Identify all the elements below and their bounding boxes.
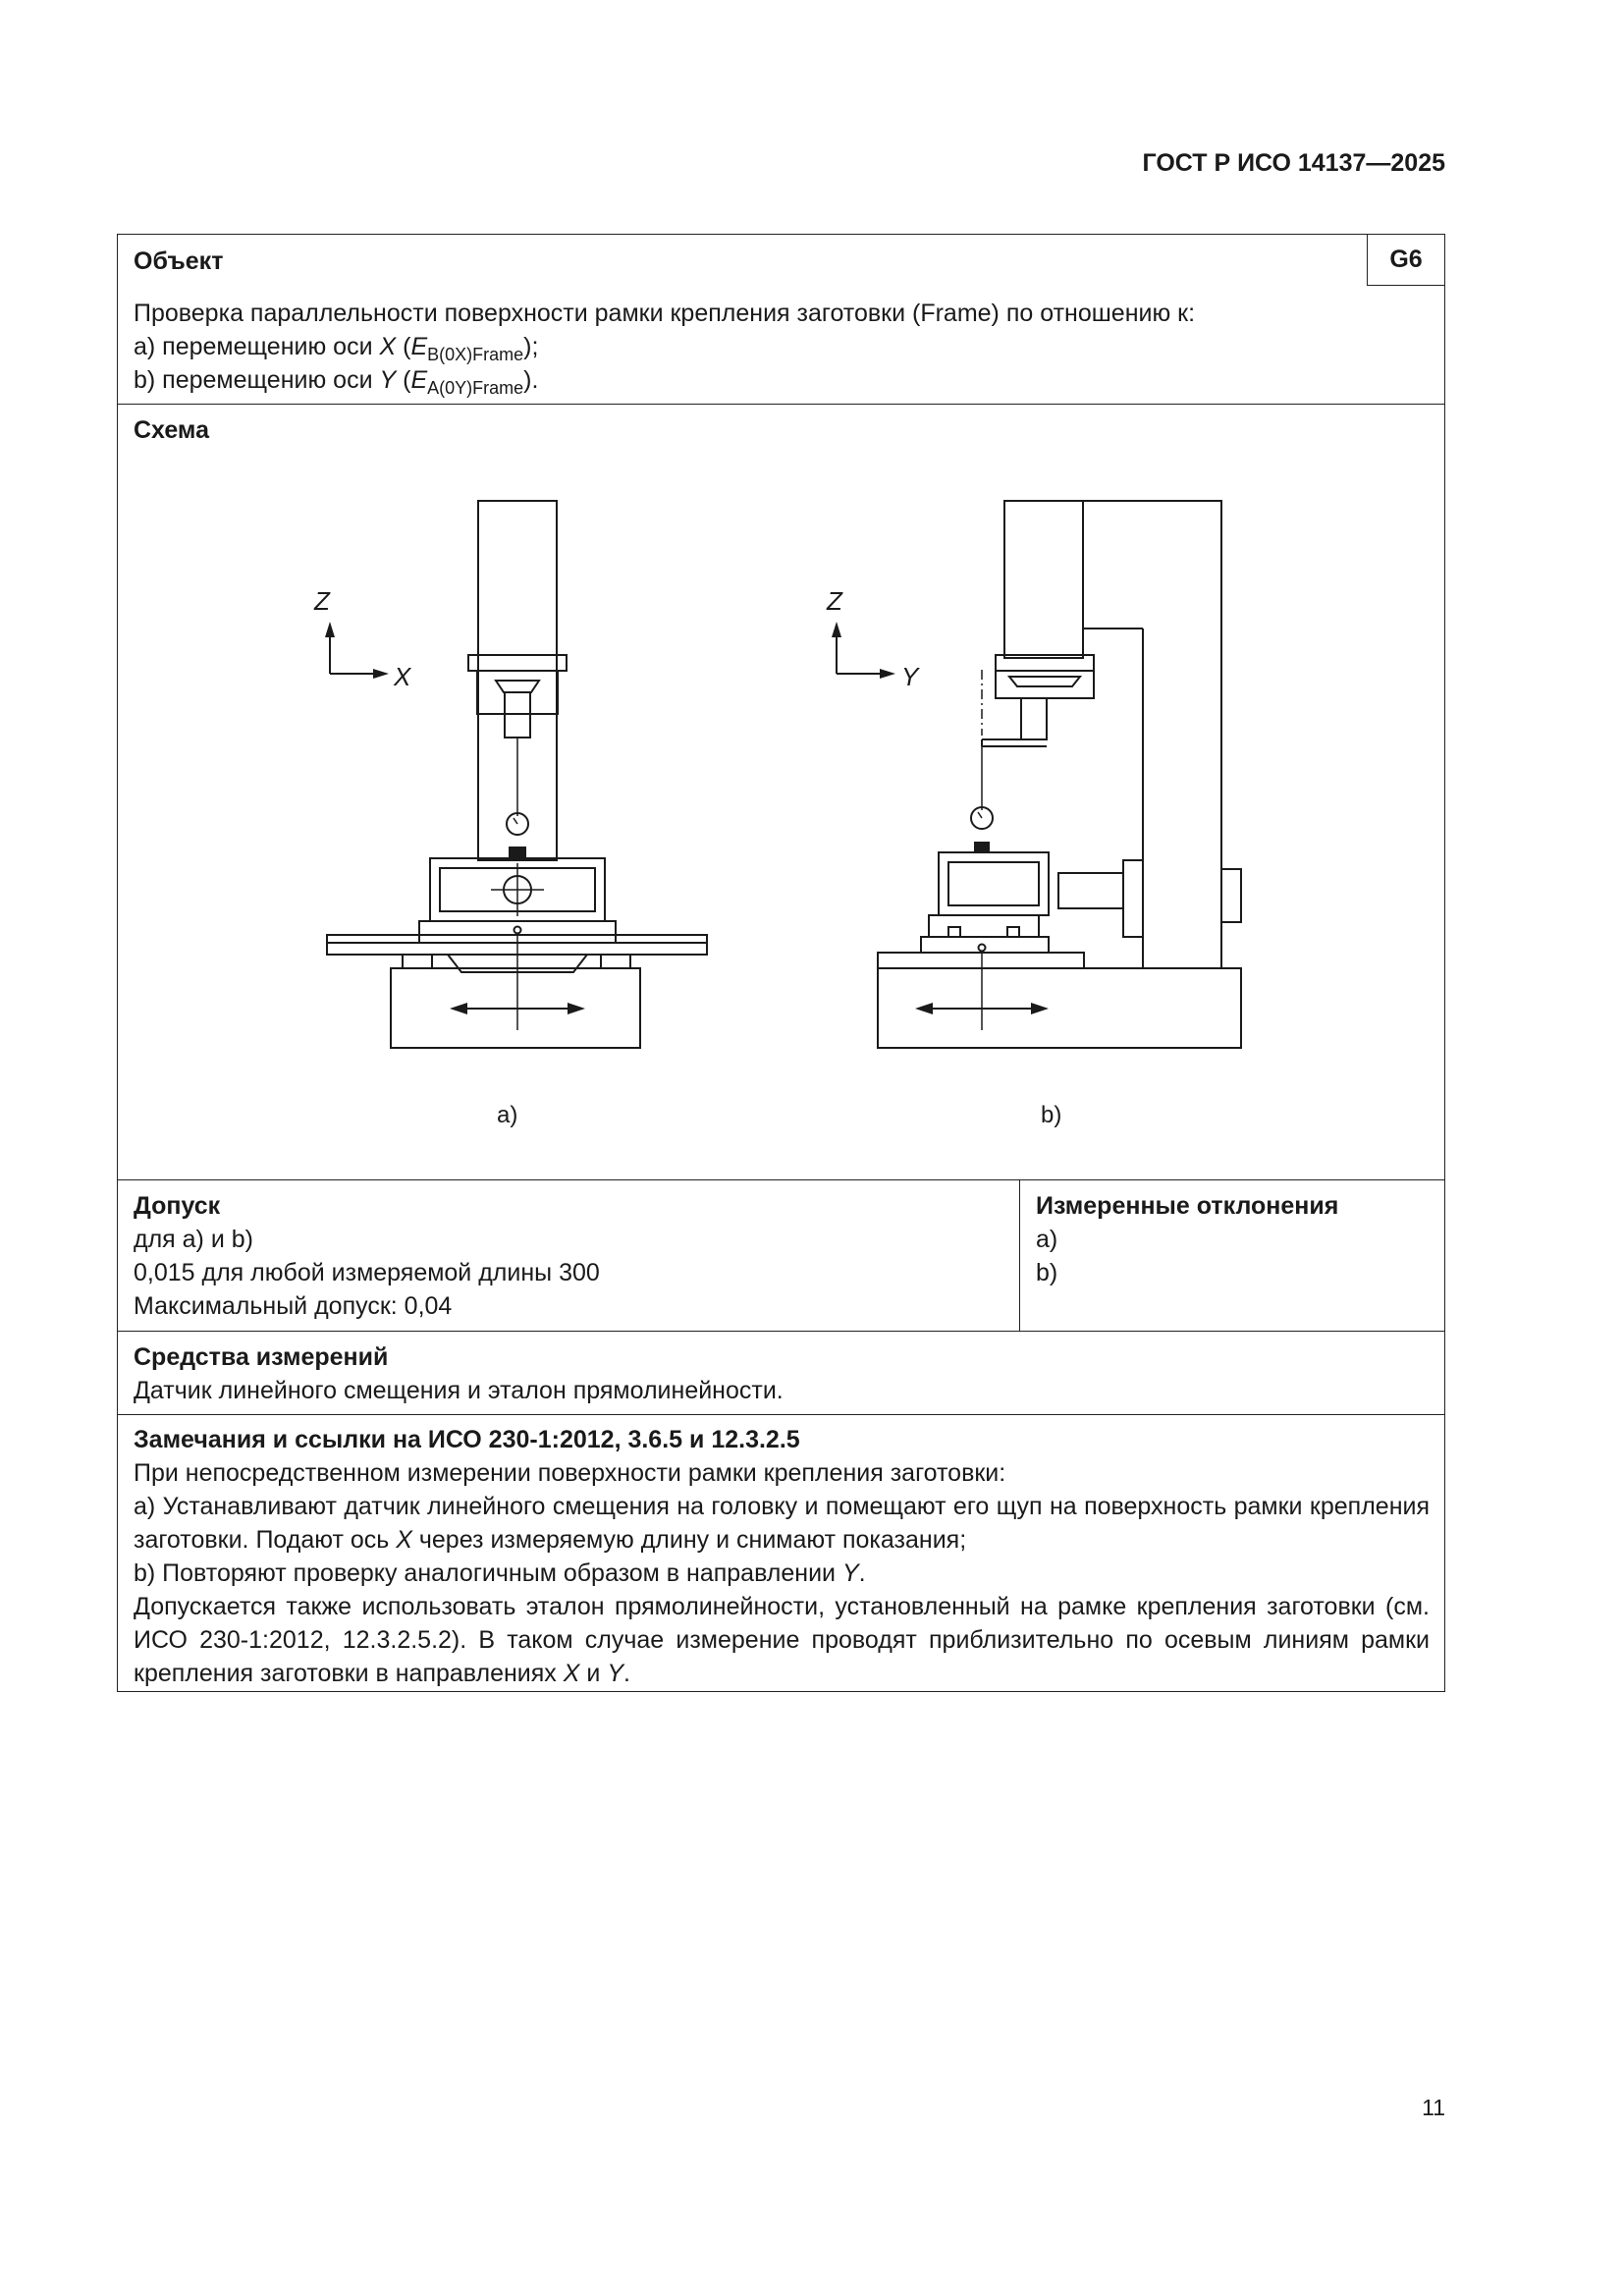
text: и [579, 1660, 608, 1687]
tolerance-line-3: Максимальный допуск: 0,04 [134, 1292, 453, 1320]
text: Допускается также использовать эталон прямолинейности, установленный на рамке крепления заготовки (см. ИСО 230-1:2012, 12.3.2.5.2). В таком случае измерение проводят приблизительно по осевым линиям рамки крепления заготовки в направлениях [134, 1593, 1430, 1687]
text: a) перемещению оси [134, 333, 380, 360]
axis-x-label: X [394, 662, 411, 691]
divider [118, 1179, 1444, 1180]
text: b) Повторяют проверку аналогичным образом в направлении [134, 1559, 842, 1587]
axis-symbol: X [563, 1660, 580, 1687]
measured-a: a) [1036, 1226, 1058, 1253]
text: b) перемещению оси [134, 366, 380, 394]
text: ); [523, 333, 539, 360]
text: ( [396, 333, 411, 360]
object-label: Объект [134, 247, 224, 275]
axis-symbol: Y [607, 1660, 623, 1687]
text: ( [396, 366, 411, 394]
text: . [858, 1559, 866, 1587]
tolerance-label: Допуск [134, 1192, 221, 1220]
remarks-p3 [134, 1557, 1430, 1590]
error-symbol: E [410, 333, 428, 360]
divider [1019, 1179, 1020, 1331]
axis-symbol: Y [841, 1559, 859, 1587]
axis-z-label: Z [314, 586, 330, 616]
error-subscript: A(0Y)Frame [427, 378, 524, 398]
text: через измеряемую длину и снимают показания; [411, 1526, 967, 1554]
axis-y-label: Y [901, 662, 919, 691]
remarks-p1: При непосредственном измерении поверхности рамки крепления заготовки: [134, 1459, 1006, 1487]
scheme-drawings [118, 235, 1443, 1177]
figure-b-machine [832, 501, 1241, 1048]
test-sheet-table [117, 234, 1445, 1692]
axis-z-label: Z [827, 586, 842, 616]
instruments-text: Датчик линейного смещения и эталон прямолинейности. [134, 1377, 784, 1404]
instruments-block [134, 1340, 1430, 1407]
figure-a-caption: a) [497, 1102, 518, 1128]
axis-symbol: X [379, 333, 397, 360]
figure-a-machine [325, 501, 707, 1048]
document-header: ГОСТ Р ИСО 14137—2025 [1142, 149, 1445, 177]
remarks-p2 [134, 1490, 1430, 1557]
object-line-1: Проверка параллельности поверхности рамки крепления заготовки (Frame) по отношению к: [134, 300, 1196, 327]
figure-b-caption: b) [1041, 1102, 1062, 1128]
scheme-label: Схема [134, 416, 209, 444]
error-symbol: E [410, 366, 428, 394]
measured-label: Измеренные отклонения [1036, 1192, 1339, 1220]
text: a) Устанавливают датчик линейного смещения на головку и помещают его щуп на поверхность рамки крепления заготовки. Подают ось [134, 1493, 1430, 1554]
text: ). [523, 366, 539, 394]
text: . [623, 1660, 630, 1687]
test-code-badge: G6 [1367, 235, 1444, 286]
axis-symbol: X [396, 1526, 412, 1554]
measured-block [1036, 1189, 1429, 1289]
error-subscript: B(0X)Frame [427, 345, 524, 364]
measured-b: b) [1036, 1259, 1058, 1286]
remarks-label: Замечания и ссылки на ИСО 230-1:2012, 3.6.5 и 12.3.2.5 [134, 1426, 800, 1453]
remarks-p4 [134, 1590, 1430, 1690]
divider [118, 1331, 1444, 1332]
tolerance-block [134, 1189, 1007, 1323]
divider [118, 1414, 1444, 1415]
axis-symbol: Y [379, 366, 397, 394]
tolerance-line-2: 0,015 для любой измеряемой длины 300 [134, 1259, 600, 1286]
page-number: 11 [1422, 2095, 1445, 2120]
instruments-label: Средства измерений [134, 1343, 389, 1371]
tolerance-line-1: для a) и b) [134, 1226, 253, 1253]
remarks-block [134, 1423, 1430, 1690]
